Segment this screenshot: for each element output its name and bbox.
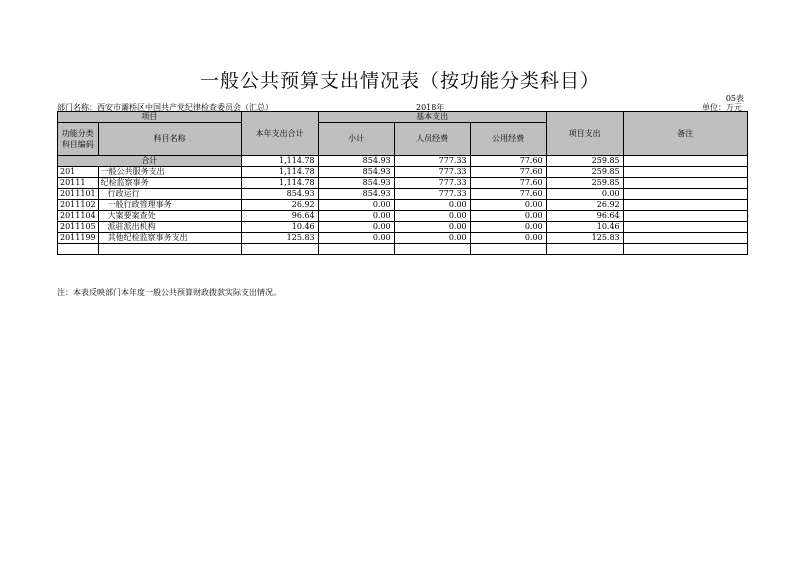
table-row [58, 200, 748, 211]
cell-code: 2011105 [58, 222, 99, 233]
cell-code: 2011104 [58, 211, 99, 222]
cell-personnel: 0.00 [394, 211, 470, 222]
cell-project: 125.83 [546, 233, 623, 244]
total-cell-public: 77.60 [470, 156, 546, 167]
cell-code: 20111 [58, 178, 99, 189]
total-cell-total: 1,114.78 [241, 156, 318, 167]
department-name: 部门名称：西安市灞桥区中国共产党纪律检查委员会（汇总） [57, 103, 273, 112]
cell-personnel: 777.33 [394, 178, 470, 189]
cell-total: 125.83 [241, 233, 318, 244]
cell-personnel: 777.33 [394, 167, 470, 178]
cell-personnel: 777.33 [394, 189, 470, 200]
cell-subtotal: 854.93 [318, 178, 394, 189]
cell-project: 96.64 [546, 211, 623, 222]
header-project: 项目支出 [546, 112, 623, 156]
cell-remark [623, 200, 747, 211]
empty-cell [58, 244, 99, 255]
cell-subtotal: 854.93 [318, 167, 394, 178]
cell-remark [623, 189, 747, 200]
table-row [58, 233, 748, 244]
cell-public: 77.60 [470, 167, 546, 178]
cell-personnel: 0.00 [394, 200, 470, 211]
cell-remark [623, 167, 747, 178]
cell-name: 一般行政管理事务 [98, 200, 241, 211]
empty-cell [98, 244, 241, 255]
cell-public: 0.00 [470, 233, 546, 244]
total-cell-remark [623, 156, 747, 167]
cell-subtotal: 0.00 [318, 200, 394, 211]
cell-name: 其他纪检监察事务支出 [98, 233, 241, 244]
header-code: 功能分类科目编码 [58, 123, 99, 156]
cell-remark [623, 211, 747, 222]
total-cell-project: 259.85 [546, 156, 623, 167]
cell-public: 0.00 [470, 222, 546, 233]
cell-remark [623, 233, 747, 244]
expenditure-table [57, 111, 748, 255]
cell-project: 259.85 [546, 167, 623, 178]
cell-code: 2011101 [58, 189, 99, 200]
empty-cell [470, 244, 546, 255]
cell-remark [623, 222, 747, 233]
cell-public: 0.00 [470, 211, 546, 222]
header-basic-group: 基本支出 [318, 112, 546, 123]
currency-unit: 单位：万元 [702, 103, 742, 112]
table-row [58, 167, 748, 178]
cell-name: 大案要案查处 [98, 211, 241, 222]
cell-public: 77.60 [470, 189, 546, 200]
header-item-group: 项目 [58, 112, 242, 123]
empty-cell [623, 244, 747, 255]
total-label: 合计 [58, 156, 242, 167]
cell-name: 一般公共服务支出 [98, 167, 241, 178]
header-subtotal: 小计 [318, 123, 394, 156]
header-remark: 备注 [623, 112, 747, 156]
table-row [58, 189, 748, 200]
cell-total: 10.46 [241, 222, 318, 233]
page-title: 一般公共预算支出情况表（按功能分类科目） [199, 70, 600, 92]
form-number: 05表 [725, 94, 744, 103]
empty-row [58, 244, 748, 255]
cell-public: 0.00 [470, 200, 546, 211]
cell-name: 纪检监察事务 [98, 178, 241, 189]
cell-public: 77.60 [470, 178, 546, 189]
table-row [58, 178, 748, 189]
header-total: 本年支出合计 [241, 112, 318, 156]
cell-project: 10.46 [546, 222, 623, 233]
cell-subtotal: 0.00 [318, 222, 394, 233]
footnote: 注：本表反映部门本年度一般公共预算财政拨款实际支出情况。 [57, 288, 281, 297]
header-personnel: 人员经费 [394, 123, 470, 156]
budget-year: 2018年 [416, 103, 445, 112]
empty-cell [241, 244, 318, 255]
total-row [58, 156, 748, 167]
empty-cell [318, 244, 394, 255]
cell-project: 26.92 [546, 200, 623, 211]
table-row [58, 222, 748, 233]
empty-cell [394, 244, 470, 255]
cell-total: 1,114.78 [241, 178, 318, 189]
header-public: 公用经费 [470, 123, 546, 156]
total-cell-personnel: 777.33 [394, 156, 470, 167]
cell-code: 201 [58, 167, 99, 178]
cell-subtotal: 0.00 [318, 233, 394, 244]
cell-personnel: 0.00 [394, 222, 470, 233]
cell-personnel: 0.00 [394, 233, 470, 244]
empty-cell [546, 244, 623, 255]
cell-code: 2011199 [58, 233, 99, 244]
cell-total: 1,114.78 [241, 167, 318, 178]
total-cell-subtotal: 854.93 [318, 156, 394, 167]
table-row [58, 211, 748, 222]
cell-subtotal: 854.93 [318, 189, 394, 200]
cell-name: 行政运行 [98, 189, 241, 200]
cell-project: 0.00 [546, 189, 623, 200]
cell-name: 派驻派出机构 [98, 222, 241, 233]
cell-total: 96.64 [241, 211, 318, 222]
cell-remark [623, 178, 747, 189]
cell-subtotal: 0.00 [318, 211, 394, 222]
header-name: 科目名称 [98, 123, 241, 156]
cell-code: 2011102 [58, 200, 99, 211]
cell-total: 854.93 [241, 189, 318, 200]
cell-project: 259.85 [546, 178, 623, 189]
cell-total: 26.92 [241, 200, 318, 211]
